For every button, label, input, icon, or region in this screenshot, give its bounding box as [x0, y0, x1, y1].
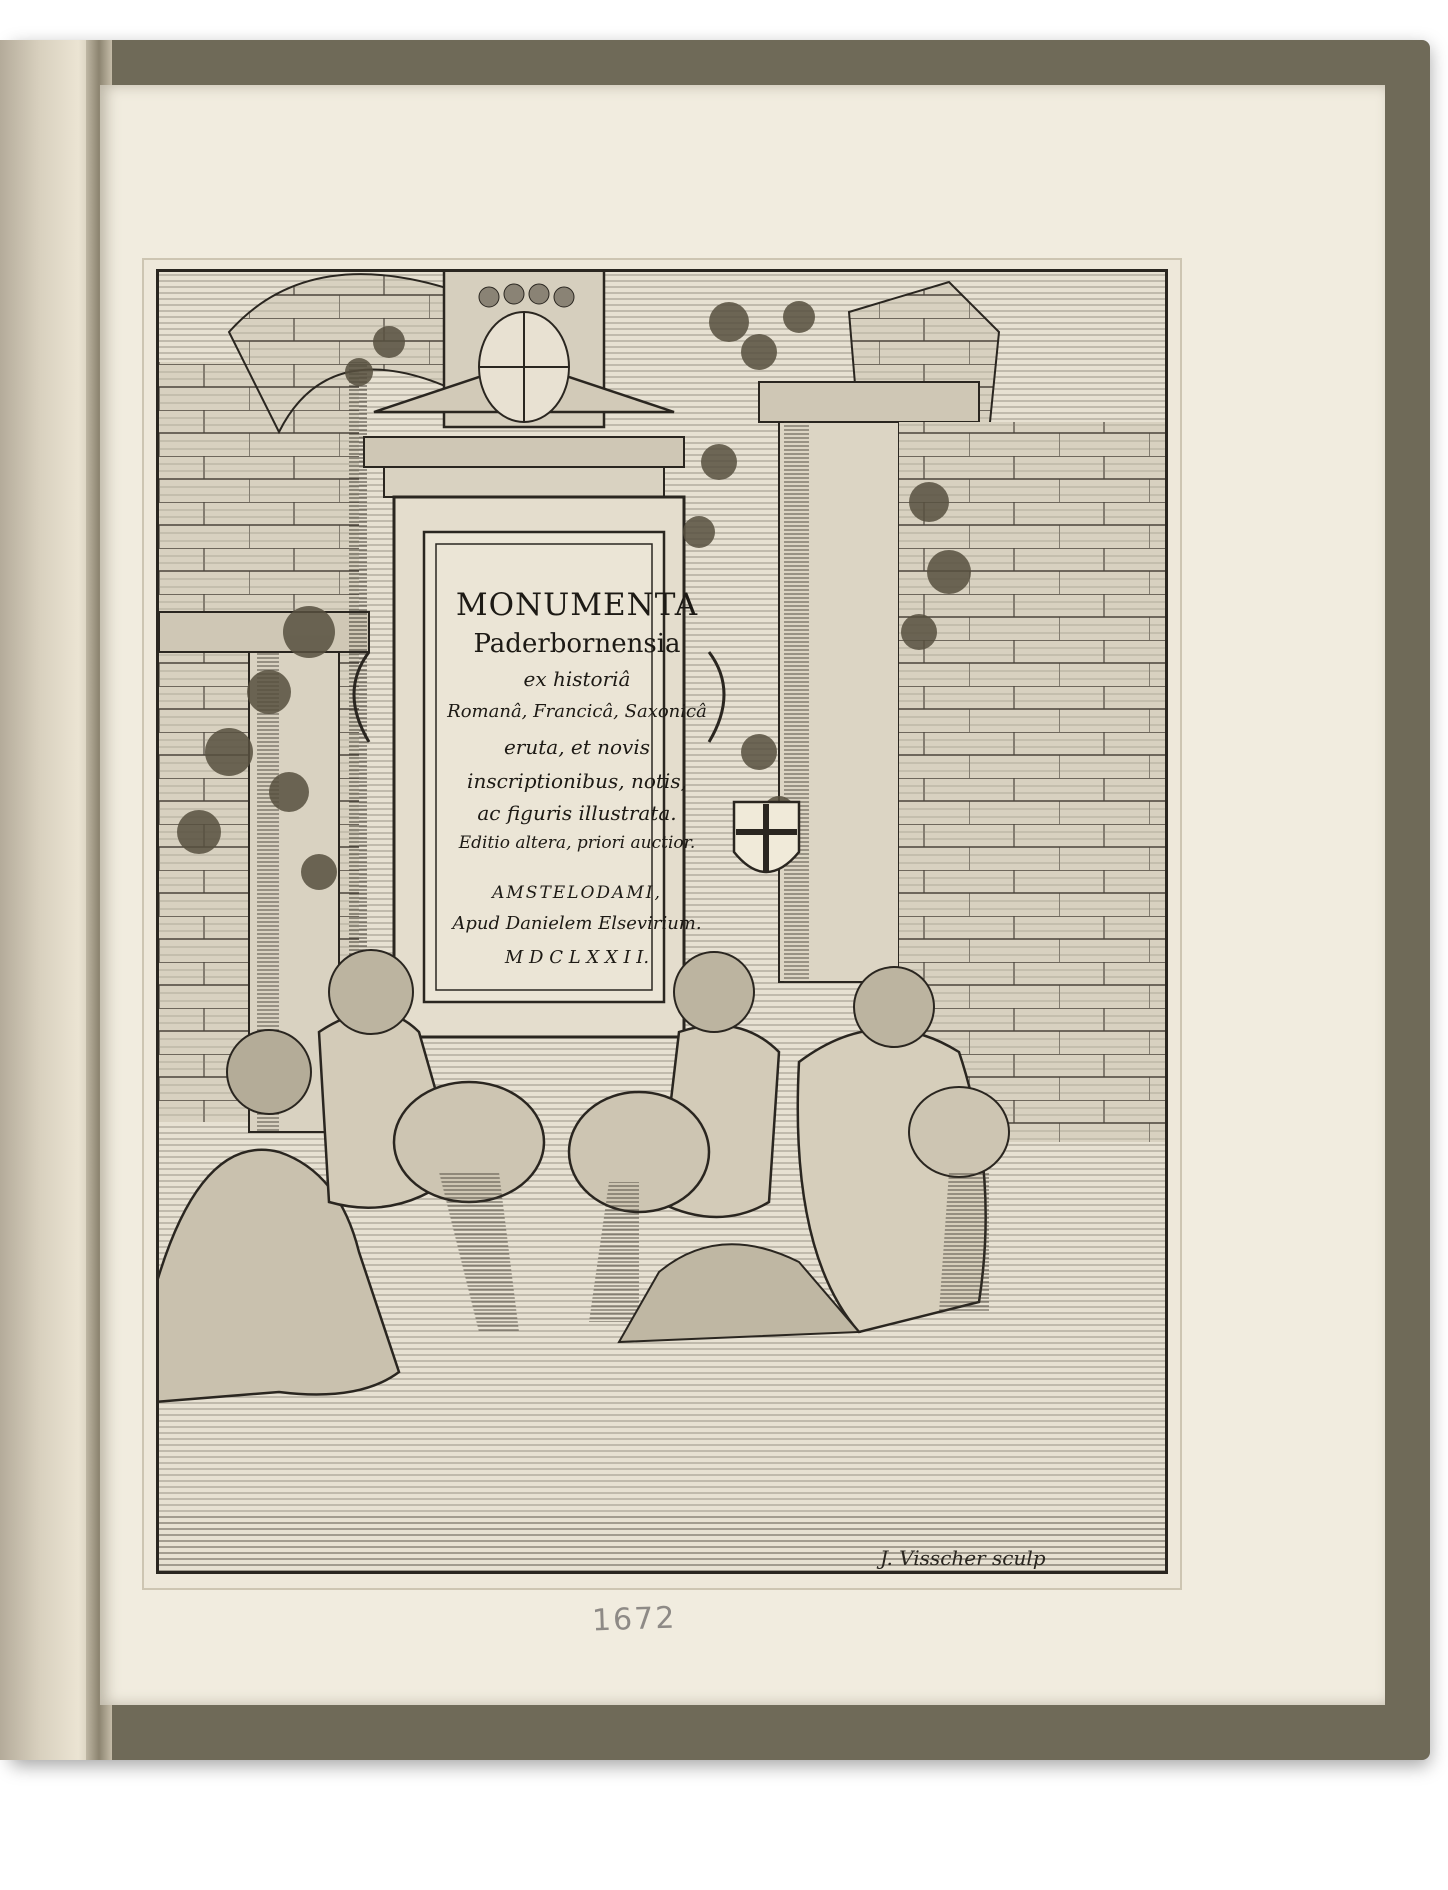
- title-place: Paderbornensia: [473, 629, 681, 659]
- title-line-7: ac figuris illustrata.: [477, 801, 677, 825]
- engraved-frontispiece: [156, 269, 1168, 1574]
- pencil-date-annotation: 1672: [591, 1600, 677, 1639]
- title-line-3: ex historiâ: [523, 667, 631, 691]
- title-line-5: eruta, et novis: [503, 735, 651, 759]
- title-line-8: Editio altera, priori auctior.: [458, 833, 696, 853]
- left-page-edge: [0, 40, 98, 1760]
- imprint-date: M D C L X X I I.: [504, 947, 650, 968]
- title-line-4: Romanâ, Francicâ, Saxonicâ: [447, 701, 707, 722]
- title-inscription: [441, 576, 713, 1006]
- imprint-city: AMSTELODAMI,: [492, 883, 662, 903]
- title-main: MONUMENTA: [455, 587, 699, 623]
- engraver-signature: J. Visscher sculp: [880, 1546, 1046, 1570]
- imprint-printer: Apud Danielem Elsevirium.: [452, 913, 702, 934]
- cross-shield-icon: [734, 802, 799, 872]
- title-line-6: inscriptionibus, notis,: [467, 769, 687, 793]
